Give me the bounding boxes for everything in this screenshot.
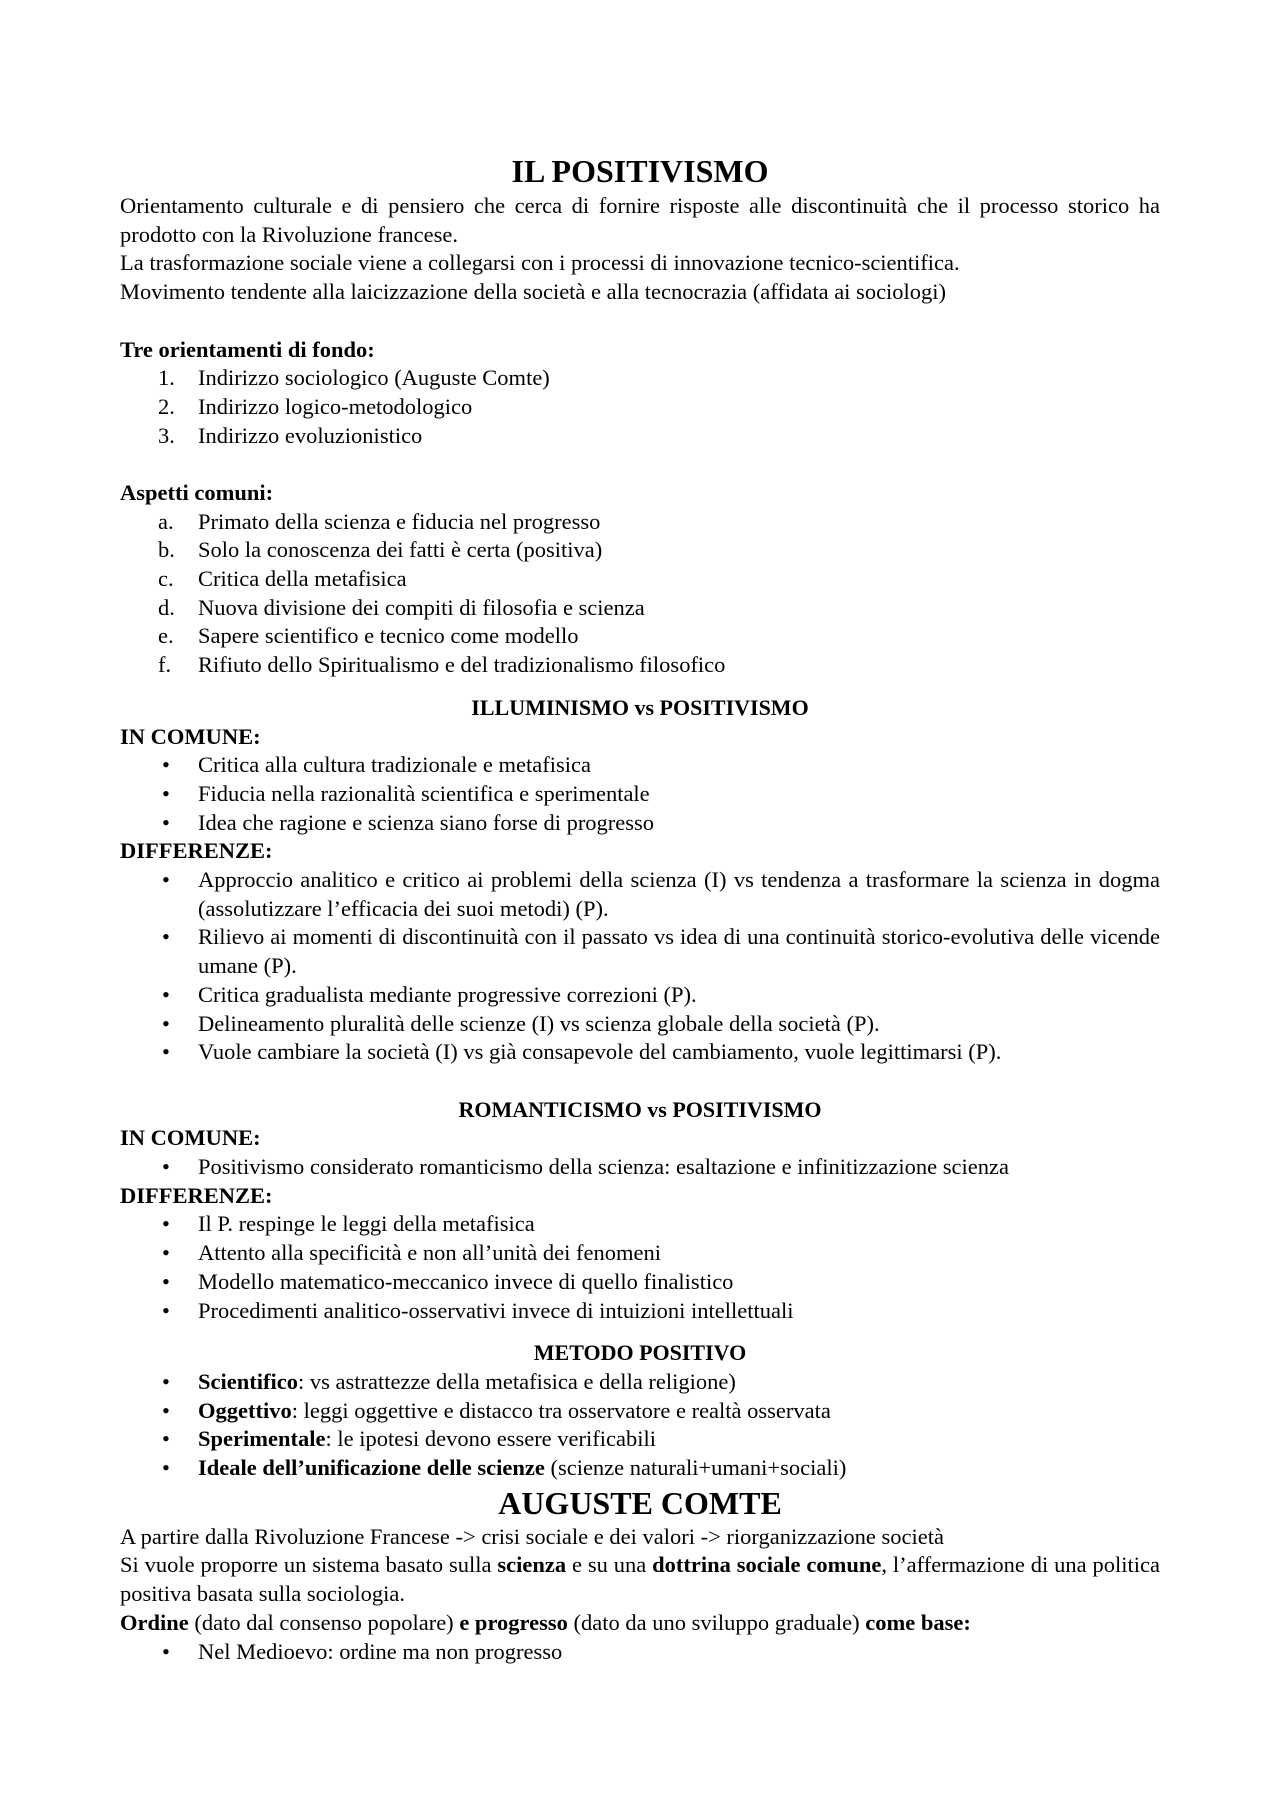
comte-line-3: Ordine (dato dal consenso popolare) e progresso (dato da uno sviluppo graduale) come base: xyxy=(120,1609,971,1635)
romanticismo-heading: ROMANTICISMO vs POSITIVISMO xyxy=(458,1096,822,1122)
list-item: c. Critica della metafisica xyxy=(158,566,407,592)
list-item: • Oggettivo: leggi oggettive e distacco tra osservatore e realtà osservata xyxy=(120,1397,1160,1426)
list-item: • Delineamento pluralità delle scienze (I) vs scienza globale della società (P). xyxy=(120,1010,1160,1039)
list-item: 3. Indirizzo evoluzionistico xyxy=(158,422,423,448)
list-item: e. Sapere scientifico e tecnico come modello xyxy=(158,623,579,649)
bullet-icon: • xyxy=(162,1154,170,1180)
illuminismo-comune-list xyxy=(120,751,1160,837)
list-item: a. Primato della scienza e fiducia nel progresso xyxy=(158,508,601,534)
page-title: IL POSITIVISMO xyxy=(511,153,769,189)
bullet-icon: • xyxy=(162,1268,170,1294)
document-page xyxy=(120,150,1160,1666)
list-item: • Critica gradualista mediante progressive correzioni (P). xyxy=(120,981,1160,1010)
list-item: • Idea che ragione e scienza siano forse di progresso xyxy=(120,809,1160,838)
intro-paragraph-1: Orientamento culturale e di pensiero che cerca di fornire risposte alle discontinuità che il processo storico ha prodotto con la Rivoluzione francese. xyxy=(120,193,1160,247)
metodo-heading: METODO POSITIVO xyxy=(533,1340,747,1366)
bullet-icon: • xyxy=(162,924,170,950)
list-item: • Vuole cambiare la società (I) vs già consapevole del cambiamento, vuole legittimarsi (P). xyxy=(120,1038,1160,1067)
list-item: 1. Indirizzo sociologico (Auguste Comte) xyxy=(158,365,550,391)
list-item: f. Rifiuto dello Spiritualismo e del tradizionalismo filosofico xyxy=(158,652,726,678)
romanticismo-differenze-label: DIFFERENZE: xyxy=(120,1182,273,1208)
list-item: • Critica alla cultura tradizionale e metafisica xyxy=(120,751,1160,780)
bullet-icon: • xyxy=(162,867,170,893)
list-item: b. Solo la conoscenza dei fatti è certa (positiva) xyxy=(158,537,603,563)
bullet-icon: • xyxy=(162,1368,170,1394)
intro-paragraph-3: Movimento tendente alla laicizzazione della società e alla tecnocrazia (affidata ai sociologi) xyxy=(120,279,947,305)
list-item: • Rilievo ai momenti di discontinuità con il passato vs idea di una continuità storico-evolutiva delle vicende umane (P). xyxy=(162,924,1160,979)
orientamenti-heading: Tre orientamenti di fondo: xyxy=(120,336,375,362)
romanticismo-differenze-list xyxy=(120,1210,1160,1325)
romanticismo-comune-label: IN COMUNE: xyxy=(120,1125,261,1151)
bullet-icon: • xyxy=(162,1240,170,1266)
list-item: • Modello matematico-meccanico invece di quello finalistico xyxy=(120,1268,1160,1297)
list-item: d. Nuova divisione dei compiti di filosofia e scienza xyxy=(158,594,645,620)
list-item: • Attento alla specificità e non all’unità dei fenomeni xyxy=(120,1239,1160,1268)
metodo-list xyxy=(120,1368,1160,1483)
orientamenti-list xyxy=(120,364,1160,450)
list-item: 2. Indirizzo logico-metodologico xyxy=(158,393,473,419)
bullet-icon: • xyxy=(162,1039,170,1065)
aspetti-heading: Aspetti comuni: xyxy=(120,479,274,505)
list-item: • Procedimenti analitico-osservativi invece di intuizioni intellettuali xyxy=(120,1297,1160,1326)
bullet-icon: • xyxy=(162,752,170,778)
comte-line-2: Si vuole proporre un sistema basato sulla scienza e su una dottrina sociale comune, l’affermazione di una politica positiva basata sulla sociologia. xyxy=(120,1552,1160,1607)
list-item: • Scientifico: vs astrattezze della metafisica e della religione) xyxy=(120,1368,1160,1397)
intro-paragraph-2: La trasformazione sociale viene a collegarsi con i processi di innovazione tecnico-scientifica. xyxy=(120,250,960,276)
illuminismo-differenze-label: DIFFERENZE: xyxy=(120,838,273,864)
list-item: • Approccio analitico e critico ai problemi della scienza (I) vs tendenza a trasformare la scienza in dogma (assolutizzare l’efficacia dei suoi metodi) (P). xyxy=(162,867,1160,921)
bullet-icon: • xyxy=(162,1426,170,1452)
list-item: • Ideale dell’unificazione delle scienze (scienze naturali+umani+sociali) xyxy=(120,1454,1160,1483)
comte-line-1: A partire dalla Rivoluzione Francese -> crisi sociale e dei valori -> riorganizzazione società xyxy=(120,1523,945,1549)
bullet-icon: • xyxy=(162,1638,170,1664)
bullet-icon: • xyxy=(162,1455,170,1481)
illuminismo-differenze-list xyxy=(120,866,1160,1067)
bullet-icon: • xyxy=(162,1297,170,1323)
comte-heading: AUGUSTE COMTE xyxy=(498,1484,782,1521)
bullet-icon: • xyxy=(162,1010,170,1036)
bullet-icon: • xyxy=(162,1211,170,1237)
comte-list xyxy=(120,1638,1160,1667)
illuminismo-comune-label: IN COMUNE: xyxy=(120,723,261,749)
illuminismo-heading: ILLUMINISMO vs POSITIVISMO xyxy=(471,694,809,720)
aspetti-list xyxy=(120,508,1160,680)
list-item: • Positivismo considerato romanticismo della scienza: esaltazione e infinitizzazione scienza xyxy=(120,1153,1160,1182)
list-item: • Fiducia nella razionalità scientifica e sperimentale xyxy=(120,780,1160,809)
bullet-icon: • xyxy=(162,809,170,835)
list-item: • Nel Medioevo: ordine ma non progresso xyxy=(120,1638,1160,1667)
list-item: • Il P. respinge le leggi della metafisica xyxy=(120,1210,1160,1239)
romanticismo-comune-list xyxy=(120,1153,1160,1182)
bullet-icon: • xyxy=(162,1397,170,1423)
bullet-icon: • xyxy=(162,780,170,806)
bullet-icon: • xyxy=(162,981,170,1007)
list-item: • Sperimentale: le ipotesi devono essere verificabili xyxy=(120,1425,1160,1454)
